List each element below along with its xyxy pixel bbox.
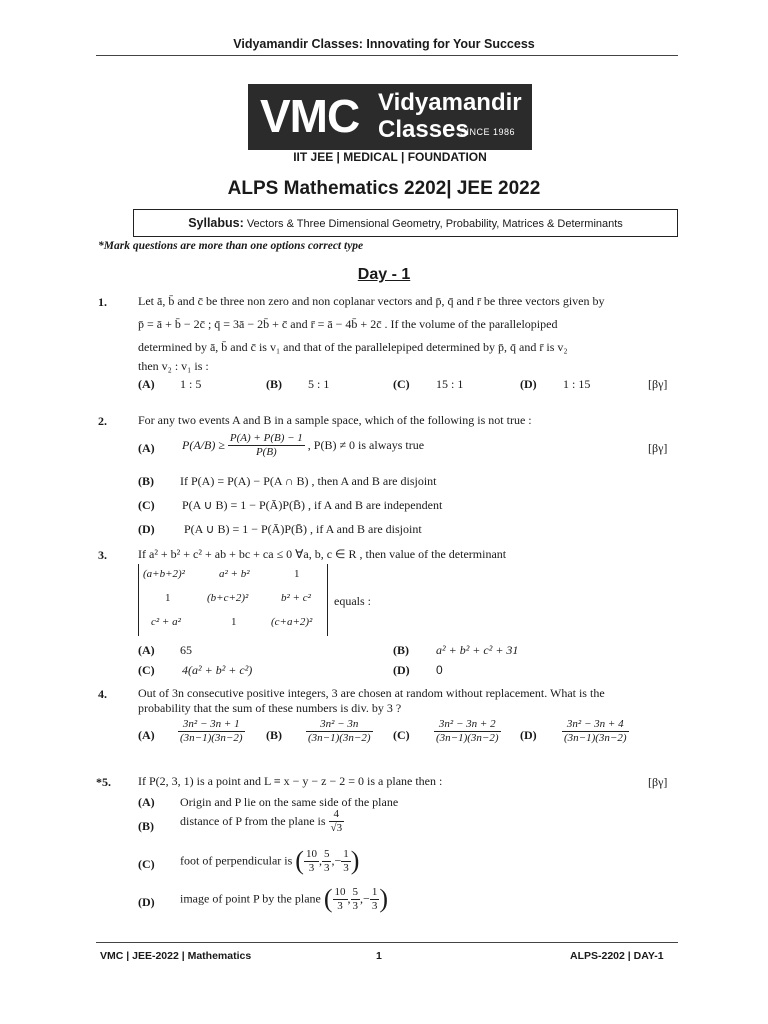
det-cell: 1 — [165, 592, 171, 604]
q3-option-b-value: a² + b² + c² + 31 — [436, 643, 519, 657]
q5-d-text: image of point P by the plane — [180, 891, 321, 906]
q2-option-c-label: (C) — [138, 498, 155, 512]
q3-option-c-label: (C) — [138, 663, 155, 677]
q5-option-c-label: (C) — [138, 857, 155, 871]
point-x-den: 3 — [308, 861, 315, 874]
q2-type-tag: [βγ] — [648, 441, 668, 455]
q3-determinant — [138, 564, 328, 636]
question-number: 4. — [98, 687, 107, 701]
q3-stem: If a² + b² + c² + ab + bc + ca ≤ 0 ∀a, b, c ∈ R , then value of the determinant — [138, 547, 507, 561]
q2-option-b-label: (B) — [138, 474, 154, 488]
footer-right: ALPS-2202 | DAY-1 — [570, 950, 664, 962]
det-cell: 1 — [231, 616, 237, 628]
q5-b-denominator: √3 — [330, 822, 343, 834]
q5-b-fraction — [329, 808, 345, 835]
syllabus-text: Vectors & Three Dimensional Geometry, Probability, Matrices & Determinants — [246, 218, 623, 230]
q4-line1: Out of 3n consecutive positive integers, 3 are chosen at random without replacement. What is the — [138, 686, 605, 700]
q5-c-text: foot of perpendicular is — [180, 853, 293, 868]
footer-divider — [96, 942, 678, 943]
q4-d-numerator: 3n² − 3n + 4 — [562, 718, 629, 732]
vmc-logo — [248, 84, 532, 150]
q4-option-d-fraction — [562, 718, 629, 745]
det-cell: (c+a+2)² — [271, 616, 313, 628]
q4-b-denominator: (3n−1)(3n−2) — [308, 732, 371, 744]
q4-a-denominator: (3n−1)(3n−2) — [180, 732, 243, 744]
page-number: 1 — [376, 950, 382, 962]
q2-option-d-label: (D) — [138, 522, 155, 536]
q5-option-b-expression — [180, 808, 344, 835]
q2-option-b-text: If P(A) = P(A) − P(A ∩ B) , then A and B are disjoint — [180, 474, 437, 488]
q3-equals: equals : — [334, 594, 371, 608]
q2-option-c-text: P(A ∪ B) = 1 − P(Ā)P(B̄) , if A and B are independent — [182, 498, 443, 512]
syllabus-box — [133, 209, 678, 237]
det-cell: (b+c+2)² — [207, 592, 249, 604]
q4-option-d-label: (D) — [520, 728, 537, 742]
logo-since: SINCE 1986 — [460, 127, 516, 137]
q3-option-a-label: (A) — [138, 643, 155, 657]
q2-a-denominator: P(B) — [255, 446, 277, 458]
header-tagline: Vidyamandir Classes: Innovating for Your Success — [233, 37, 535, 51]
q5-option-a-label: (A) — [138, 795, 155, 809]
q4-a-numerator: 3n² − 3n + 1 — [178, 718, 245, 732]
point-y-num: 5 — [323, 847, 330, 860]
q2-a-fraction — [228, 432, 305, 459]
q1-line2: p̄ = ā + b̄ − 2c̄ ; q̄ = 3ā − 2b̄ + c̄ and r̄ = ā − 4b̄ + 2c̄ . If the volume of the parallelopiped — [138, 317, 558, 331]
footer-left: VMC | JEE-2022 | Mathematics — [100, 950, 252, 962]
point-z-den: 3 — [371, 899, 378, 912]
q3-option-d-value: 0 — [436, 663, 443, 677]
q4-c-numerator: 3n² − 3n + 2 — [434, 718, 501, 732]
det-cell: 1 — [294, 568, 300, 580]
q4-option-b-label: (B) — [266, 728, 282, 742]
q4-line2: probability that the sum of these numbers is div. by 3 ? — [138, 701, 402, 715]
logo-subtitle: IIT JEE | MEDICAL | FOUNDATION — [293, 150, 487, 164]
q1-option-a-label: (A) — [138, 377, 155, 391]
q4-b-numerator: 3n² − 3n — [306, 718, 373, 732]
q3-option-d-label: (D) — [393, 663, 410, 677]
q1-line3: determined by ā, b̄ and c̄ is v₁ and that of the parallelepiped determined by p̄, q̄ and r̄ is v₂ — [138, 340, 568, 354]
logo-mark: VMC — [260, 90, 360, 142]
q2-stem: For any two events A and B in a sample space, which of the following is not true : — [138, 413, 532, 427]
question-number: *5. — [96, 775, 111, 789]
q1-option-c-label: (C) — [393, 377, 410, 391]
det-cell: b² + c² — [281, 592, 311, 604]
q4-option-a-label: (A) — [138, 728, 155, 742]
q2-a-rest: , P(B) ≠ 0 is always true — [307, 438, 425, 452]
q1-option-d-label: (D) — [520, 377, 537, 391]
det-cell: c² + a² — [151, 616, 181, 628]
point-x-num: 10 — [305, 847, 317, 860]
q5-option-c-expression: foot of perpendicular is ( $\frac{10}{3}$ , $\frac{5}{3}$ ,− $\frac{1}{3}$ ) — [180, 846, 360, 875]
point-z-den: 3 — [343, 861, 349, 874]
q4-option-c-label: (C) — [393, 728, 410, 742]
point-y-den: 3 — [352, 899, 359, 912]
point-y-den: 3 — [323, 861, 330, 874]
point-z-num: 1 — [371, 885, 378, 898]
q1-line1: Let ā, b̄ and c̄ be three non zero and non coplanar vectors and p̄, q̄ and r̄ be three vectors given by — [138, 294, 605, 308]
q1-option-b-value: 5 : 1 — [308, 377, 330, 391]
q3-option-a-value: 65 — [180, 643, 192, 657]
q3-option-b-label: (B) — [393, 643, 409, 657]
logo-name-line2: Classes — [378, 116, 469, 143]
q5-type-tag: [βγ] — [648, 775, 668, 789]
instruction-note: *Mark questions are more than one options correct type — [98, 240, 364, 252]
question-number: 2. — [98, 414, 107, 428]
point-z-num: 1 — [343, 847, 349, 860]
header-divider — [96, 55, 678, 56]
syllabus-label: Syllabus: — [188, 216, 244, 230]
q1-option-d-value: 1 : 15 — [563, 377, 591, 391]
q2-option-a-label: (A) — [138, 441, 155, 455]
q5-b-text: distance of P from the plane is — [180, 814, 326, 828]
question-number: 1. — [98, 295, 107, 309]
det-cell: a² + b² — [219, 568, 250, 580]
q1-option-b-label: (B) — [266, 377, 282, 391]
q2-a-lhs: P(A/B) ≥ — [182, 438, 225, 452]
q5-option-d-label: (D) — [138, 895, 155, 909]
q5-option-d-expression: image of point P by the plane ( $\frac{10}{3}$ , $\frac{5}{3}$ ,− $\frac{1}{3}$ ) — [180, 884, 388, 913]
q5-stem: If P(2, 3, 1) is a point and L ≡ x − y − z − 2 = 0 is a plane then : — [138, 774, 443, 788]
page-title: ALPS Mathematics 2202| JEE 2022 — [227, 178, 541, 199]
det-cell: (a+b+2)² — [143, 568, 185, 580]
q5-option-b-label: (B) — [138, 819, 154, 833]
logo-name-line1: Vidyamandir — [378, 89, 522, 116]
q1-option-c-value: 15 : 1 — [436, 377, 464, 391]
question-number: 3. — [98, 548, 107, 562]
q4-option-a-fraction — [178, 718, 245, 745]
q4-option-c-fraction — [434, 718, 501, 745]
q1-line4: then v₂ : v₁ is : — [138, 359, 209, 373]
q5-b-numerator: 4 — [329, 808, 345, 822]
q1-option-a-value: 1 : 5 — [180, 377, 202, 391]
q1-type-tag: [βγ] — [648, 377, 668, 391]
q4-d-denominator: (3n−1)(3n−2) — [564, 732, 627, 744]
q2-option-d-text: P(A ∪ B) = 1 − P(Ā)P(B̄) , if A and B are disjoint — [184, 522, 422, 536]
q2-option-a-expression — [182, 432, 424, 459]
q4-option-b-fraction — [306, 718, 373, 745]
q5-option-a-text: Origin and P lie on the same side of the plane — [180, 795, 399, 809]
q3-option-c-value: 4(a² + b² + c²) — [182, 663, 253, 677]
point-y-num: 5 — [352, 885, 359, 898]
q2-a-numerator: P(A) + P(B) − 1 — [229, 432, 303, 444]
day-heading: Day - 1 — [357, 266, 411, 283]
q4-c-denominator: (3n−1)(3n−2) — [436, 732, 499, 744]
point-x-den: 3 — [337, 899, 343, 912]
point-x-num: 10 — [334, 885, 346, 898]
